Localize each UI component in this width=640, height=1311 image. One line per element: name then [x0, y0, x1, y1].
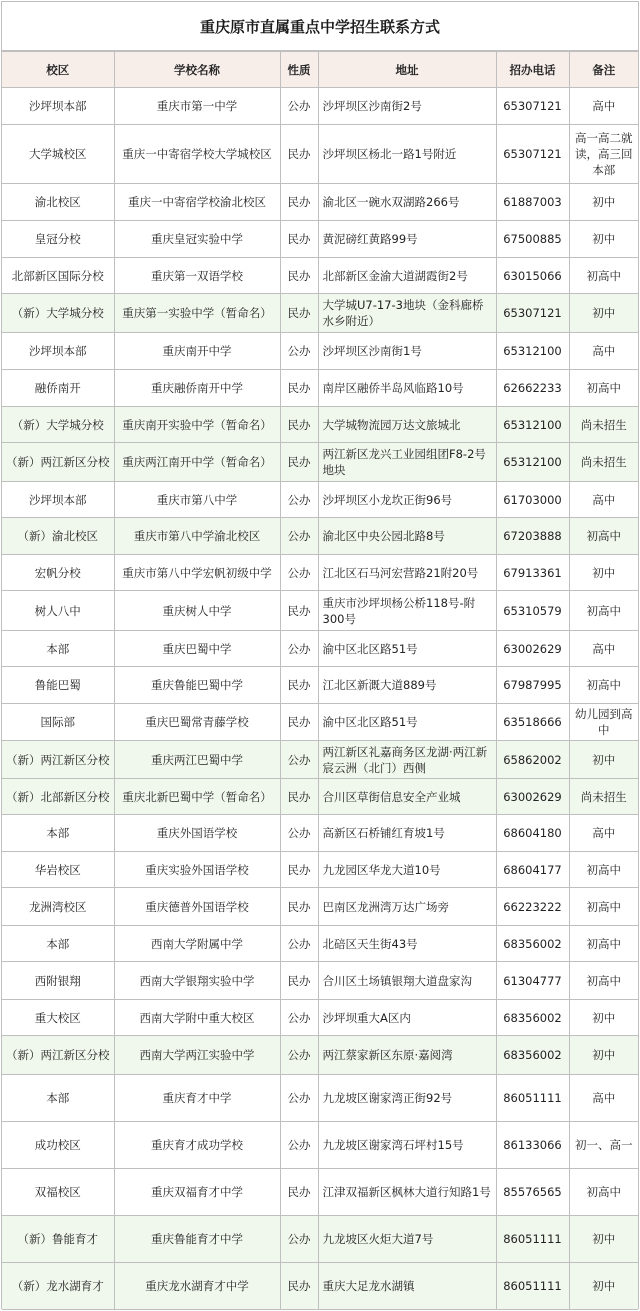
cell-campus: （新）大学城分校 — [2, 407, 114, 443]
cell-campus: 大学城校区 — [2, 125, 114, 184]
cell-address: 沙坪坝区小龙坎正街96号 — [318, 482, 496, 518]
table-row — [2, 518, 638, 555]
cell-school-name: 重庆两江巴蜀中学 — [114, 741, 280, 779]
cell-note: 初中 — [569, 184, 638, 221]
cell-phone: 65310579 — [496, 591, 569, 631]
table-row — [2, 591, 638, 631]
header-note: 备注 — [569, 52, 638, 88]
table-row — [2, 962, 638, 1000]
cell-school-name: 重庆市第八中学渝北校区 — [114, 518, 280, 555]
cell-address: 渝中区北区路51号 — [318, 631, 496, 667]
cell-school-name: 重庆巴蜀中学 — [114, 631, 280, 667]
cell-campus: （新）鲁能育才 — [2, 1216, 114, 1263]
cell-address: 江北区新溉大道889号 — [318, 667, 496, 704]
cell-campus: 西附银翔 — [2, 962, 114, 1000]
cell-phone: 65312100 — [496, 333, 569, 370]
table-row — [2, 407, 638, 443]
cell-phone: 68356002 — [496, 926, 569, 962]
cell-school-name: 重庆北新巴蜀中学（暂命名） — [114, 779, 280, 815]
cell-type: 公办 — [280, 631, 318, 667]
cell-phone: 67987995 — [496, 667, 569, 704]
table-row — [2, 631, 638, 667]
cell-school-name: 重庆育才中学 — [114, 1075, 280, 1122]
cell-campus: 华岩校区 — [2, 852, 114, 888]
cell-note: 初高中 — [569, 518, 638, 555]
cell-school-name: 重庆南开中学 — [114, 333, 280, 370]
cell-type: 民办 — [280, 258, 318, 294]
cell-phone: 62662233 — [496, 370, 569, 407]
header-phone: 招办电话 — [496, 52, 569, 88]
cell-type: 公办 — [280, 815, 318, 852]
cell-campus: 本部 — [2, 815, 114, 852]
cell-school-name: 重庆两江南开中学（暂命名） — [114, 443, 280, 482]
cell-type: 民办 — [280, 184, 318, 221]
cell-note: 高中 — [569, 88, 638, 125]
cell-phone: 86051111 — [496, 1216, 569, 1263]
cell-address: 沙坪坝区沙南街2号 — [318, 88, 496, 125]
cell-school-name: 西南大学两江实验中学 — [114, 1036, 280, 1075]
cell-address: 九龙园区华龙大道10号 — [318, 852, 496, 888]
table-row — [2, 125, 638, 184]
cell-campus: 本部 — [2, 631, 114, 667]
cell-address: 沙坪坝重大A区内 — [318, 1000, 496, 1036]
table-row — [2, 184, 638, 221]
cell-type: 民办 — [280, 1263, 318, 1310]
cell-phone: 63002629 — [496, 631, 569, 667]
cell-note: 初高中 — [569, 370, 638, 407]
cell-campus: （新）龙水湖育才 — [2, 1263, 114, 1310]
cell-phone: 85576565 — [496, 1169, 569, 1216]
cell-campus: 沙坪坝本部 — [2, 88, 114, 125]
cell-school-name: 重庆一中寄宿学校渝北校区 — [114, 184, 280, 221]
cell-type: 民办 — [280, 962, 318, 1000]
cell-campus: 鲁能巴蜀 — [2, 667, 114, 704]
cell-phone: 86133066 — [496, 1122, 569, 1169]
cell-note: 初高中 — [569, 962, 638, 1000]
cell-campus: 渝北校区 — [2, 184, 114, 221]
cell-type: 民办 — [280, 704, 318, 741]
cell-school-name: 重庆融侨南开中学 — [114, 370, 280, 407]
cell-campus: 树人八中 — [2, 591, 114, 631]
cell-phone: 65312100 — [496, 443, 569, 482]
cell-type: 民办 — [280, 370, 318, 407]
table-row — [2, 1263, 638, 1310]
cell-note: 幼儿园到高中 — [569, 704, 638, 741]
cell-school-name: 重庆外国语学校 — [114, 815, 280, 852]
cell-school-name: 重庆育才成功学校 — [114, 1122, 280, 1169]
cell-campus: （新）两江新区分校 — [2, 1036, 114, 1075]
cell-phone: 65312100 — [496, 407, 569, 443]
cell-school-name: 重庆实验外国语学校 — [114, 852, 280, 888]
cell-address: 九龙坡区谢家湾正街92号 — [318, 1075, 496, 1122]
cell-school-name: 重庆鲁能巴蜀中学 — [114, 667, 280, 704]
cell-campus: 融侨南开 — [2, 370, 114, 407]
cell-school-name: 重庆市第八中学 — [114, 482, 280, 518]
cell-note: 高中 — [569, 1075, 638, 1122]
cell-note: 初中 — [569, 1216, 638, 1263]
table-row — [2, 88, 638, 125]
table-row — [2, 555, 638, 591]
table-row — [2, 1216, 638, 1263]
header-school-name: 学校名称 — [114, 52, 280, 88]
cell-phone: 66223222 — [496, 888, 569, 926]
cell-note: 初高中 — [569, 888, 638, 926]
cell-phone: 65862002 — [496, 741, 569, 779]
table-row — [2, 482, 638, 518]
cell-school-name: 重庆第一双语学校 — [114, 258, 280, 294]
cell-type: 公办 — [280, 88, 318, 125]
cell-type: 公办 — [280, 1000, 318, 1036]
table-row — [2, 704, 638, 741]
cell-address: 重庆大足龙水湖镇 — [318, 1263, 496, 1310]
cell-phone: 68356002 — [496, 1036, 569, 1075]
cell-type: 民办 — [280, 125, 318, 184]
cell-campus: （新）北部新区分校 — [2, 779, 114, 815]
cell-note: 高中 — [569, 631, 638, 667]
cell-campus: 皇冠分校 — [2, 221, 114, 258]
cell-school-name: 重庆第一实验中学（暂命名） — [114, 294, 280, 333]
cell-campus: 龙洲湾校区 — [2, 888, 114, 926]
cell-note: 初高中 — [569, 258, 638, 294]
table-row — [2, 294, 638, 333]
cell-address: 沙坪坝区杨北一路1号附近 — [318, 125, 496, 184]
cell-address: 黄泥磅红黄路99号 — [318, 221, 496, 258]
cell-address: 九龙坡区火炬大道7号 — [318, 1216, 496, 1263]
cell-phone: 63002629 — [496, 779, 569, 815]
cell-school-name: 西南大学附中重大校区 — [114, 1000, 280, 1036]
cell-campus: 沙坪坝本部 — [2, 482, 114, 518]
cell-school-name: 西南大学附属中学 — [114, 926, 280, 962]
table-row — [2, 1075, 638, 1122]
cell-campus: 宏帆分校 — [2, 555, 114, 591]
cell-campus: 重大校区 — [2, 1000, 114, 1036]
cell-campus: （新）两江新区分校 — [2, 443, 114, 482]
cell-note: 初中 — [569, 1036, 638, 1075]
cell-address: 大学城物流园万达文旅城北 — [318, 407, 496, 443]
cell-note: 高一高二就读，高三回本部 — [569, 125, 638, 184]
cell-type: 民办 — [280, 407, 318, 443]
contact-table — [2, 51, 638, 1310]
cell-address: 大学城U7-17-3地块（金科廊桥水乡附近） — [318, 294, 496, 333]
cell-phone: 63015066 — [496, 258, 569, 294]
cell-school-name: 重庆鲁能育才中学 — [114, 1216, 280, 1263]
cell-school-name: 重庆皇冠实验中学 — [114, 221, 280, 258]
cell-note: 初中 — [569, 741, 638, 779]
table-row — [2, 741, 638, 779]
header-campus: 校区 — [2, 52, 114, 88]
cell-phone: 63518666 — [496, 704, 569, 741]
table-row — [2, 667, 638, 704]
cell-address: 南岸区融侨半岛风临路10号 — [318, 370, 496, 407]
cell-address: 九龙坡区谢家湾石坪村15号 — [318, 1122, 496, 1169]
cell-address: 渝北区一碗水双湖路266号 — [318, 184, 496, 221]
cell-school-name: 重庆树人中学 — [114, 591, 280, 631]
cell-address: 两江蔡家新区东原·嘉阅湾 — [318, 1036, 496, 1075]
cell-phone: 65307121 — [496, 88, 569, 125]
table-row — [2, 221, 638, 258]
cell-address: 合川区土场镇银翔大道盘家沟 — [318, 962, 496, 1000]
cell-note: 初高中 — [569, 926, 638, 962]
cell-type: 民办 — [280, 888, 318, 926]
table-row — [2, 1036, 638, 1075]
cell-type: 公办 — [280, 518, 318, 555]
cell-school-name: 重庆南开实验中学（暂命名） — [114, 407, 280, 443]
table-row — [2, 852, 638, 888]
cell-school-name: 重庆巴蜀常青藤学校 — [114, 704, 280, 741]
cell-address: 江北区石马河宏营路21附20号 — [318, 555, 496, 591]
cell-phone: 67913361 — [496, 555, 569, 591]
table-row — [2, 779, 638, 815]
cell-school-name: 重庆龙水湖育才中学 — [114, 1263, 280, 1310]
cell-address: 江津双福新区枫林大道行知路1号 — [318, 1169, 496, 1216]
cell-type: 民办 — [280, 779, 318, 815]
cell-campus: 双福校区 — [2, 1169, 114, 1216]
cell-note: 初高中 — [569, 591, 638, 631]
cell-type: 公办 — [280, 333, 318, 370]
cell-type: 公办 — [280, 1036, 318, 1075]
table-row — [2, 926, 638, 962]
table-row — [2, 1000, 638, 1036]
cell-note: 初中 — [569, 1000, 638, 1036]
cell-address: 北碚区天生街43号 — [318, 926, 496, 962]
cell-type: 民办 — [280, 294, 318, 333]
contact-table-document — [1, 1, 639, 1309]
cell-campus: 本部 — [2, 926, 114, 962]
cell-address: 北部新区金渝大道湖霞街2号 — [318, 258, 496, 294]
cell-address: 高新区石桥铺红育坡1号 — [318, 815, 496, 852]
cell-school-name: 重庆双福育才中学 — [114, 1169, 280, 1216]
header-address: 地址 — [318, 52, 496, 88]
cell-school-name: 重庆市第一中学 — [114, 88, 280, 125]
cell-type: 民办 — [280, 591, 318, 631]
header-row — [2, 52, 638, 88]
table-row — [2, 443, 638, 482]
cell-phone: 68604180 — [496, 815, 569, 852]
table-row — [2, 333, 638, 370]
table-row — [2, 1122, 638, 1169]
cell-address: 合川区草街信息安全产业城 — [318, 779, 496, 815]
cell-campus: 沙坪坝本部 — [2, 333, 114, 370]
cell-type: 公办 — [280, 741, 318, 779]
cell-address: 渝中区北区路51号 — [318, 704, 496, 741]
cell-phone: 67500885 — [496, 221, 569, 258]
cell-campus: （新）大学城分校 — [2, 294, 114, 333]
cell-school-name: 西南大学银翔实验中学 — [114, 962, 280, 1000]
cell-type: 民办 — [280, 667, 318, 704]
cell-note: 初高中 — [569, 1169, 638, 1216]
cell-note: 初中 — [569, 555, 638, 591]
cell-phone: 68356002 — [496, 1000, 569, 1036]
cell-note: 高中 — [569, 815, 638, 852]
cell-type: 公办 — [280, 555, 318, 591]
cell-campus: 国际部 — [2, 704, 114, 741]
cell-note: 初一、高一 — [569, 1122, 638, 1169]
cell-note: 尚未招生 — [569, 407, 638, 443]
cell-phone: 86051111 — [496, 1075, 569, 1122]
cell-school-name: 重庆一中寄宿学校大学城校区 — [114, 125, 280, 184]
cell-address: 巴南区龙洲湾万达广场旁 — [318, 888, 496, 926]
header-type: 性质 — [280, 52, 318, 88]
cell-note: 初中 — [569, 294, 638, 333]
table-row — [2, 888, 638, 926]
cell-type: 公办 — [280, 1075, 318, 1122]
cell-note: 初高中 — [569, 667, 638, 704]
cell-campus: （新）两江新区分校 — [2, 741, 114, 779]
table-row — [2, 370, 638, 407]
table-row — [2, 1169, 638, 1216]
cell-phone: 61703000 — [496, 482, 569, 518]
cell-address: 沙坪坝区沙南街1号 — [318, 333, 496, 370]
cell-note: 初中 — [569, 1263, 638, 1310]
cell-note: 初中 — [569, 221, 638, 258]
cell-school-name: 重庆市第八中学宏帆初级中学 — [114, 555, 280, 591]
cell-note: 初高中 — [569, 852, 638, 888]
cell-phone: 65307121 — [496, 294, 569, 333]
cell-campus: 北部新区国际分校 — [2, 258, 114, 294]
table-row — [2, 258, 638, 294]
cell-note: 高中 — [569, 482, 638, 518]
cell-type: 公办 — [280, 1216, 318, 1263]
cell-phone: 68604177 — [496, 852, 569, 888]
cell-type: 公办 — [280, 1122, 318, 1169]
cell-address: 渝北区中央公园北路8号 — [318, 518, 496, 555]
table-title: 重庆原市直属重点中学招生联系方式 — [2, 2, 638, 51]
cell-type: 民办 — [280, 443, 318, 482]
cell-type: 公办 — [280, 482, 318, 518]
cell-type: 民办 — [280, 1169, 318, 1216]
cell-address: 重庆市沙坪坝杨公桥118号-附300号 — [318, 591, 496, 631]
cell-school-name: 重庆德普外国语学校 — [114, 888, 280, 926]
cell-type: 民办 — [280, 852, 318, 888]
cell-phone: 86051111 — [496, 1263, 569, 1310]
cell-campus: 本部 — [2, 1075, 114, 1122]
cell-type: 公办 — [280, 926, 318, 962]
cell-campus: 成功校区 — [2, 1122, 114, 1169]
cell-phone: 61304777 — [496, 962, 569, 1000]
cell-phone: 65307121 — [496, 125, 569, 184]
table-row — [2, 815, 638, 852]
cell-phone: 61887003 — [496, 184, 569, 221]
cell-note: 尚未招生 — [569, 443, 638, 482]
cell-note: 高中 — [569, 333, 638, 370]
cell-type: 民办 — [280, 221, 318, 258]
cell-address: 两江新区礼嘉商务区龙湖·两江新宸云洲（北门）西侧 — [318, 741, 496, 779]
cell-phone: 67203888 — [496, 518, 569, 555]
cell-address: 两江新区龙兴工业园组团F8-2号地块 — [318, 443, 496, 482]
table-body — [2, 88, 638, 1310]
cell-note: 尚未招生 — [569, 779, 638, 815]
cell-campus: （新）渝北校区 — [2, 518, 114, 555]
